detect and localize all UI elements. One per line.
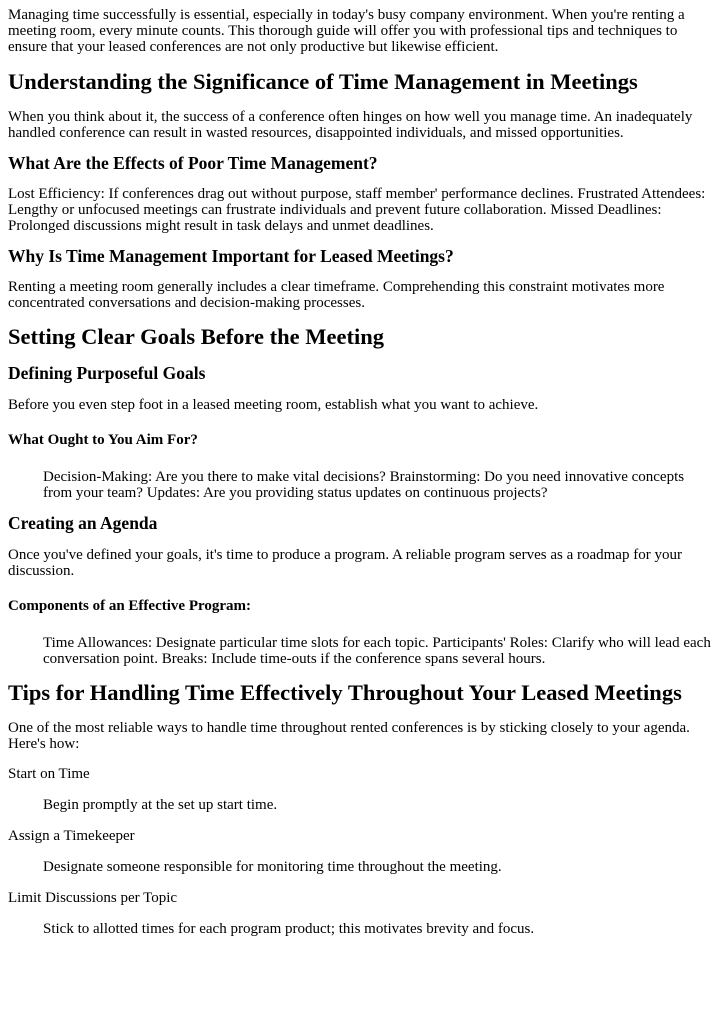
tip-item	[8, 828, 712, 875]
tip-description: Stick to allotted times for each program product; this motivates brevity and focus.	[43, 921, 535, 937]
tip-item	[8, 890, 712, 937]
tip-description: Begin promptly at the set up start time.	[43, 797, 278, 813]
section-heading-clear-goals: Setting Clear Goals Before the Meeting	[8, 324, 384, 349]
paragraph-purposeful-goals: Before you even step foot in a leased meeting room, establish what you want to achieve.	[8, 397, 539, 413]
section-heading-time-management: Understanding the Significance of Time Management in Meetings	[8, 69, 638, 94]
tip-term: Assign a Timekeeper	[8, 828, 135, 844]
tips-list	[8, 766, 712, 937]
paragraph-creating-agenda: Once you've defined your goals, it's time to produce a program. A reliable program serves as a roadmap for your discussion.	[8, 547, 682, 579]
paragraph-why-important: Renting a meeting room generally includes a clear timeframe. Comprehending this constraint motivates more concentrated conversations and decision-making processes.	[8, 279, 665, 311]
section-paragraph: When you think about it, the success of a conference often hinges on how well you manage time. An inadequately handled conference can result in wasted resources, disappointed individuals, and missed opportunities.	[8, 109, 693, 141]
tip-description: Designate someone responsible for monitoring time throughout the meeting.	[43, 859, 502, 875]
tip-item	[8, 766, 712, 813]
subheading-why-important: Why Is Time Management Important for Leased Meetings?	[8, 246, 454, 266]
subheading-creating-agenda: Creating an Agenda	[8, 513, 158, 533]
paragraph-tips-intro: One of the most reliable ways to handle time throughout rented conferences is by sticking closely to your agenda. Here's how:	[8, 720, 690, 752]
indented-aims: Decision-Making: Are you there to make vital decisions? Brainstorming: Do you need innovative concepts from your team? Updates: Are you providing status updates on continuous projects?	[43, 469, 685, 501]
tip-term: Limit Discussions per Topic	[8, 890, 178, 906]
article	[0, 7, 720, 937]
subheading-poor-time-management: What Are the Effects of Poor Time Management?	[8, 153, 378, 173]
paragraph-poor-time-management: Lost Efficiency: If conferences drag out without purpose, staff member' performance declines. Frustrated Attendees: Lengthy or unfocused meetings can frustrate individuals and prevent future collaboration. Missed Deadlines: Prolonged discussions might result in task delays and unmet deadlines.	[8, 186, 706, 234]
subheading-purposeful-goals: Defining Purposeful Goals	[8, 363, 206, 383]
intro-paragraph: Managing time successfully is essential, especially in today's busy company environment. When you're renting a meeting room, every minute counts. This thorough guide will offer you with professional tips and techniques to ensure that your leased conferences are not only productive but likewise efficient.	[8, 7, 685, 55]
indented-components: Time Allowances: Designate particular time slots for each topic. Participants' Roles: Clarify who will lead each conversation point. Breaks: Include time-outs if the conference spans several hours.	[43, 635, 711, 667]
minor-heading-components: Components of an Effective Program:	[8, 598, 252, 614]
tip-term: Start on Time	[8, 766, 90, 782]
minor-heading-aim-for: What Ought to You Aim For?	[8, 432, 198, 448]
section-heading-tips: Tips for Handling Time Effectively Throughout Your Leased Meetings	[8, 680, 682, 705]
